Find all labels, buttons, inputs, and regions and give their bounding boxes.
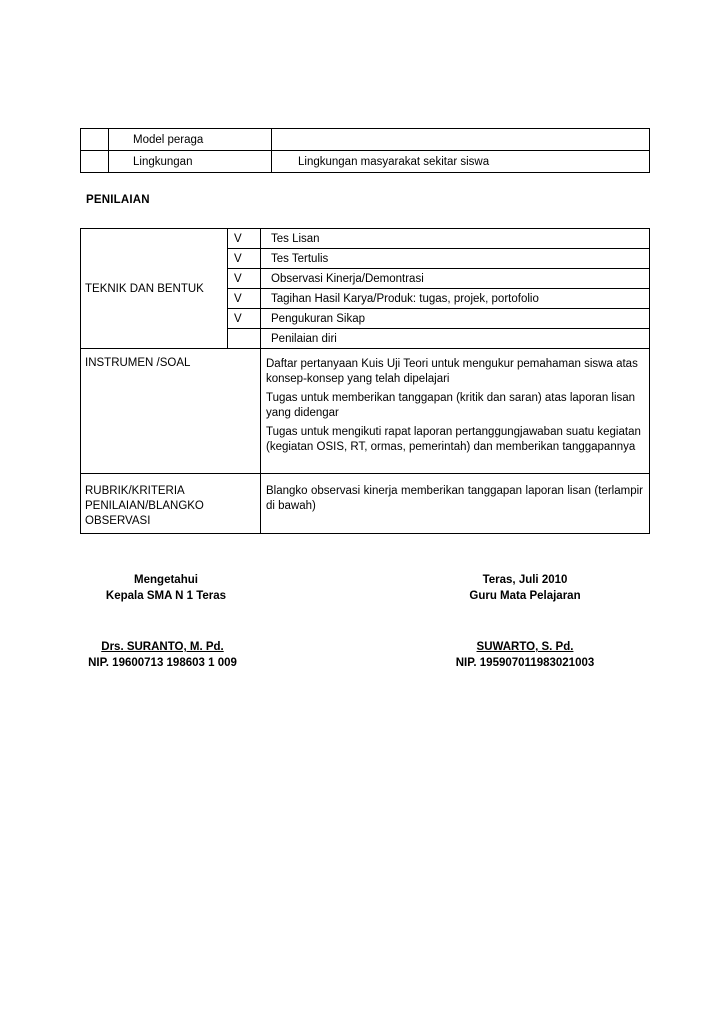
table-row	[81, 129, 650, 151]
row-value: Lingkungan masyarakat sekitar siswa	[272, 151, 650, 173]
sig-left-line2: Kepala SMA N 1 Teras	[105, 590, 227, 602]
rubrik-label-line: OBSERVASI	[85, 515, 151, 527]
rubrik-text: Blangko observasi kinerja memberikan tanggapan laporan lisan (terlampir di bawah)	[266, 485, 643, 512]
rubrik-content	[261, 474, 650, 534]
section-heading: PENILAIAN	[86, 194, 150, 206]
instrumen-label	[81, 349, 261, 474]
row-label: Model peraga	[109, 129, 272, 151]
instrumen-label-text: INSTRUMEN /SOAL	[85, 357, 191, 369]
table-row	[81, 349, 650, 474]
sig-left-name: Drs. SURANTO, M. Pd.	[101, 641, 224, 653]
teknik-item: Tes Tertulis	[261, 249, 650, 269]
check-mark: V	[228, 289, 261, 309]
teknik-item: Penilaian diri	[261, 329, 650, 349]
rubrik-label-line: PENILAIAN/BLANGKO	[85, 500, 204, 512]
sig-right-name: SUWARTO, S. Pd.	[476, 641, 574, 653]
teknik-item: Tes Lisan	[261, 229, 650, 249]
check-mark: V	[228, 249, 261, 269]
table-row	[81, 151, 650, 173]
instrumen-item: Daftar pertanyaan Kuis Uji Teori untuk mengukur pemahaman siswa atas konsep-konsep yang telah dipelajari	[266, 358, 638, 385]
row-value	[272, 129, 650, 151]
empty-cell	[81, 151, 109, 173]
rubrik-label-line: RUBRIK/KRITERIA	[85, 485, 185, 497]
signature-right-block	[440, 572, 610, 604]
teknik-item: Observasi Kinerja/Demontrasi	[261, 269, 650, 289]
teknik-label: TEKNIK DAN BENTUK	[81, 229, 228, 349]
sig-right-line1: Teras, Juli 2010	[482, 574, 568, 586]
media-table	[80, 128, 650, 173]
sig-right-line2: Guru Mata Pelajaran	[469, 590, 581, 602]
penilaian-table	[80, 228, 650, 534]
table-row	[81, 474, 650, 534]
sig-right-nip: NIP. 195907011983021003	[455, 657, 595, 669]
table-row	[81, 229, 650, 249]
sig-left-nip: NIP. 19600713 198603 1 009	[88, 657, 237, 669]
teknik-item: Tagihan Hasil Karya/Produk: tugas, projek, portofolio	[261, 289, 650, 309]
signature-left-name-block	[80, 639, 245, 671]
check-mark	[228, 329, 261, 349]
rubrik-label	[81, 474, 261, 534]
check-mark: V	[228, 229, 261, 249]
check-mark: V	[228, 309, 261, 329]
teknik-item: Pengukuran Sikap	[261, 309, 650, 329]
check-mark: V	[228, 269, 261, 289]
instrumen-item: Tugas untuk memberikan tanggapan (kritik dan saran) atas laporan lisan yang didengar	[266, 392, 636, 419]
signature-right-name-block	[445, 639, 605, 671]
signature-left-block	[86, 572, 246, 604]
empty-cell	[81, 129, 109, 151]
instrumen-item: Tugas untuk mengikuti rapat laporan pertanggungjawaban suatu kegiatan (kegiatan OSIS, RT, ormas, pemerintah) dan memberikan tanggapannya	[266, 426, 641, 453]
row-label: Lingkungan	[109, 151, 272, 173]
sig-left-line1: Mengetahui	[134, 574, 198, 586]
instrumen-content	[261, 349, 650, 474]
